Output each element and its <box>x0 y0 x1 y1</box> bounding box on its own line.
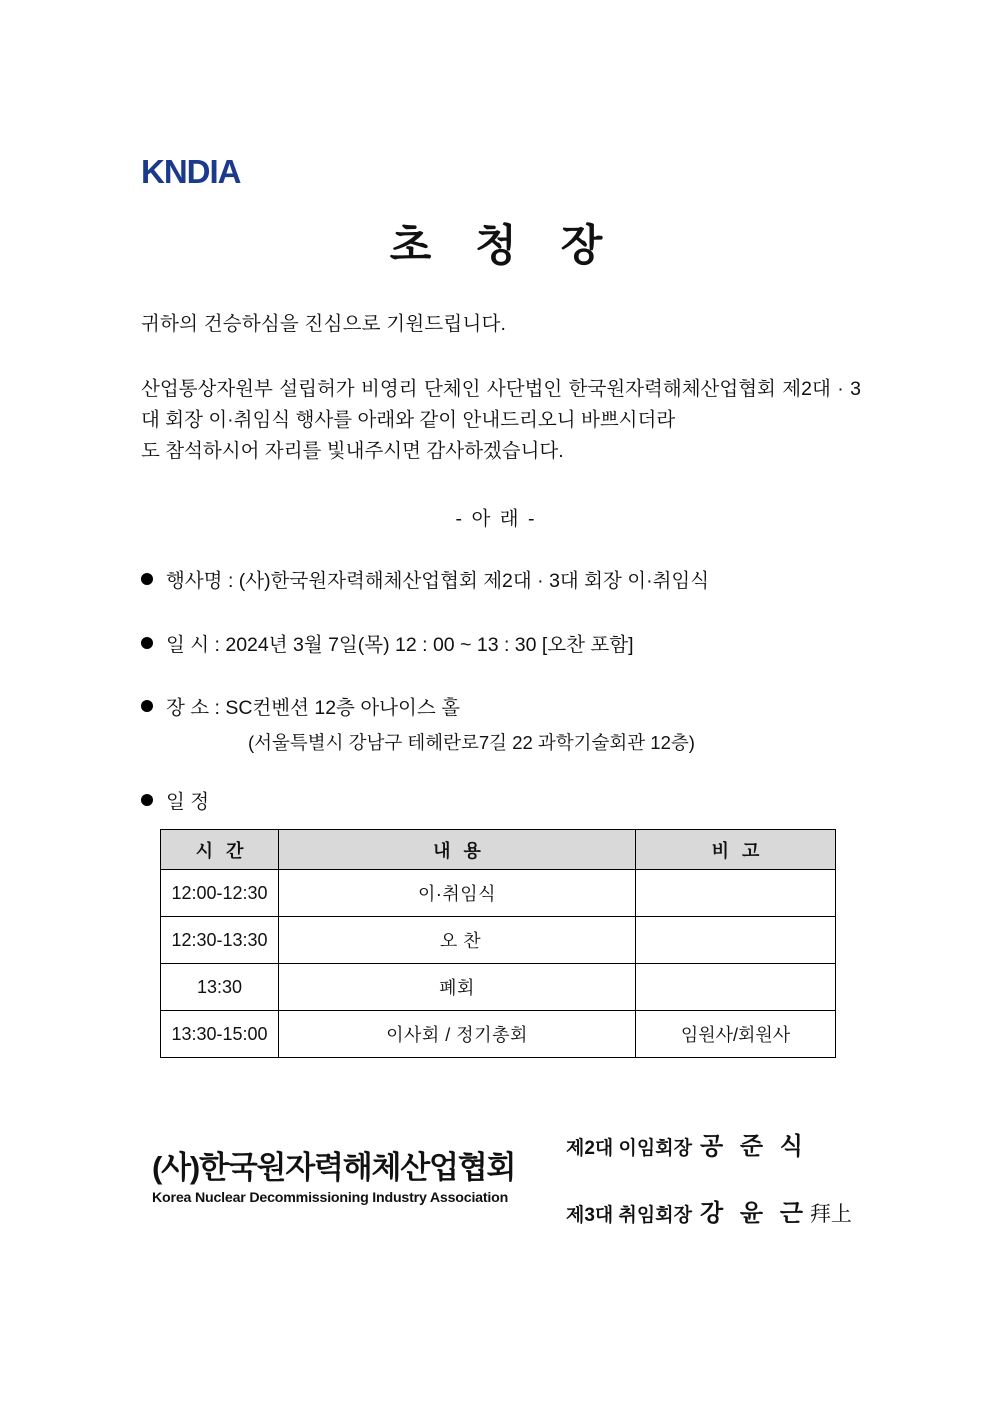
detail-item-venue <box>141 692 460 720</box>
page-title: 초 청 장 <box>389 222 619 270</box>
greeting-text: 귀하의 건승하심을 진심으로 기원드립니다. <box>141 313 507 335</box>
detail-label-venue: 장 소 <box>166 697 210 719</box>
signatory-suffix-hanja: 拜上 <box>809 1203 852 1226</box>
detail-value-event-name: : (사)한국원자력해체산업협회 제2대 · 3대 회장 이·취임식 <box>227 570 710 592</box>
detail-label-datetime: 일 시 <box>166 634 210 656</box>
arae-divider-label: - 아 래 - <box>455 508 537 530</box>
column-header-content: 내 용 <box>279 830 636 870</box>
cell-time: 13:30 <box>161 964 279 1011</box>
cell-content: 이사회 / 정기총회 <box>279 1011 636 1058</box>
cell-content: 이·취임식 <box>279 870 636 917</box>
signatory-name-incoming: 강 윤 근 <box>699 1200 808 1227</box>
cell-note <box>636 917 836 964</box>
cell-time: 12:00-12:30 <box>161 870 279 917</box>
bullet-dot-icon <box>141 573 153 585</box>
detail-item-event-name <box>141 565 709 593</box>
signatory-role-outgoing: 제2대 이임회장 <box>566 1138 692 1159</box>
cell-content: 오 찬 <box>279 917 636 964</box>
table-header-row <box>161 830 836 870</box>
detail-value-datetime: : 2024년 3월 7일(목) 12 : 00 ~ 13 : 30 [오찬 포함] <box>214 634 634 656</box>
bullet-dot-icon <box>141 700 153 712</box>
detail-item-datetime <box>141 629 634 657</box>
table-row <box>161 964 836 1011</box>
kndia-logo: KNDIA <box>141 153 241 190</box>
association-name-kr: (사)한국원자력해체산업협회 <box>152 1150 516 1185</box>
paragraph-line-1: 산업통상자원부 설립허가 비영리 단체인 사단법인 한국원자력해체산업협회 <box>141 378 776 400</box>
table-row <box>161 1011 836 1058</box>
bullet-dot-icon <box>141 637 153 649</box>
table-row <box>161 917 836 964</box>
cell-note <box>636 870 836 917</box>
detail-label-event-name: 행사명 <box>166 570 223 592</box>
bullet-dot-icon <box>141 794 153 806</box>
cell-time: 13:30-15:00 <box>161 1011 279 1058</box>
cell-note: 임원사/회원사 <box>636 1011 836 1058</box>
association-signature-block <box>152 1150 552 1206</box>
cell-note <box>636 964 836 1011</box>
table-row <box>161 870 836 917</box>
paragraph-line-3: 도 참석하시어 자리를 빛내주시면 감사하겠습니다. <box>141 440 564 462</box>
invitation-paragraph <box>141 374 861 467</box>
signatory-outgoing <box>566 1126 852 1161</box>
column-header-note: 비 고 <box>636 830 836 870</box>
detail-value-venue: : SC컨벤션 12층 아나이스 홀 <box>214 697 460 719</box>
column-header-time: 시 간 <box>161 830 279 870</box>
signatory-incoming <box>566 1193 852 1228</box>
detail-label-schedule: 일 정 <box>166 791 210 813</box>
venue-address: (서울특별시 강남구 테헤란로7길 22 과학기술회관 12층) <box>248 732 695 753</box>
paragraph-line-2: 제2대 · 3대 회장 이·취임식 행사를 아래와 같이 안내드리오니 바쁘시더라 <box>141 378 861 431</box>
schedule-table <box>160 829 836 1058</box>
association-name-en: Korea Nuclear Decommissioning Industry Association <box>152 1189 509 1206</box>
detail-item-schedule <box>141 786 209 814</box>
cell-time: 12:30-13:30 <box>161 917 279 964</box>
signatory-name-outgoing: 공 준 식 <box>699 1133 808 1160</box>
cell-content: 폐회 <box>279 964 636 1011</box>
signatory-block <box>566 1126 852 1260</box>
signatory-role-incoming: 제3대 취임회장 <box>566 1205 692 1226</box>
